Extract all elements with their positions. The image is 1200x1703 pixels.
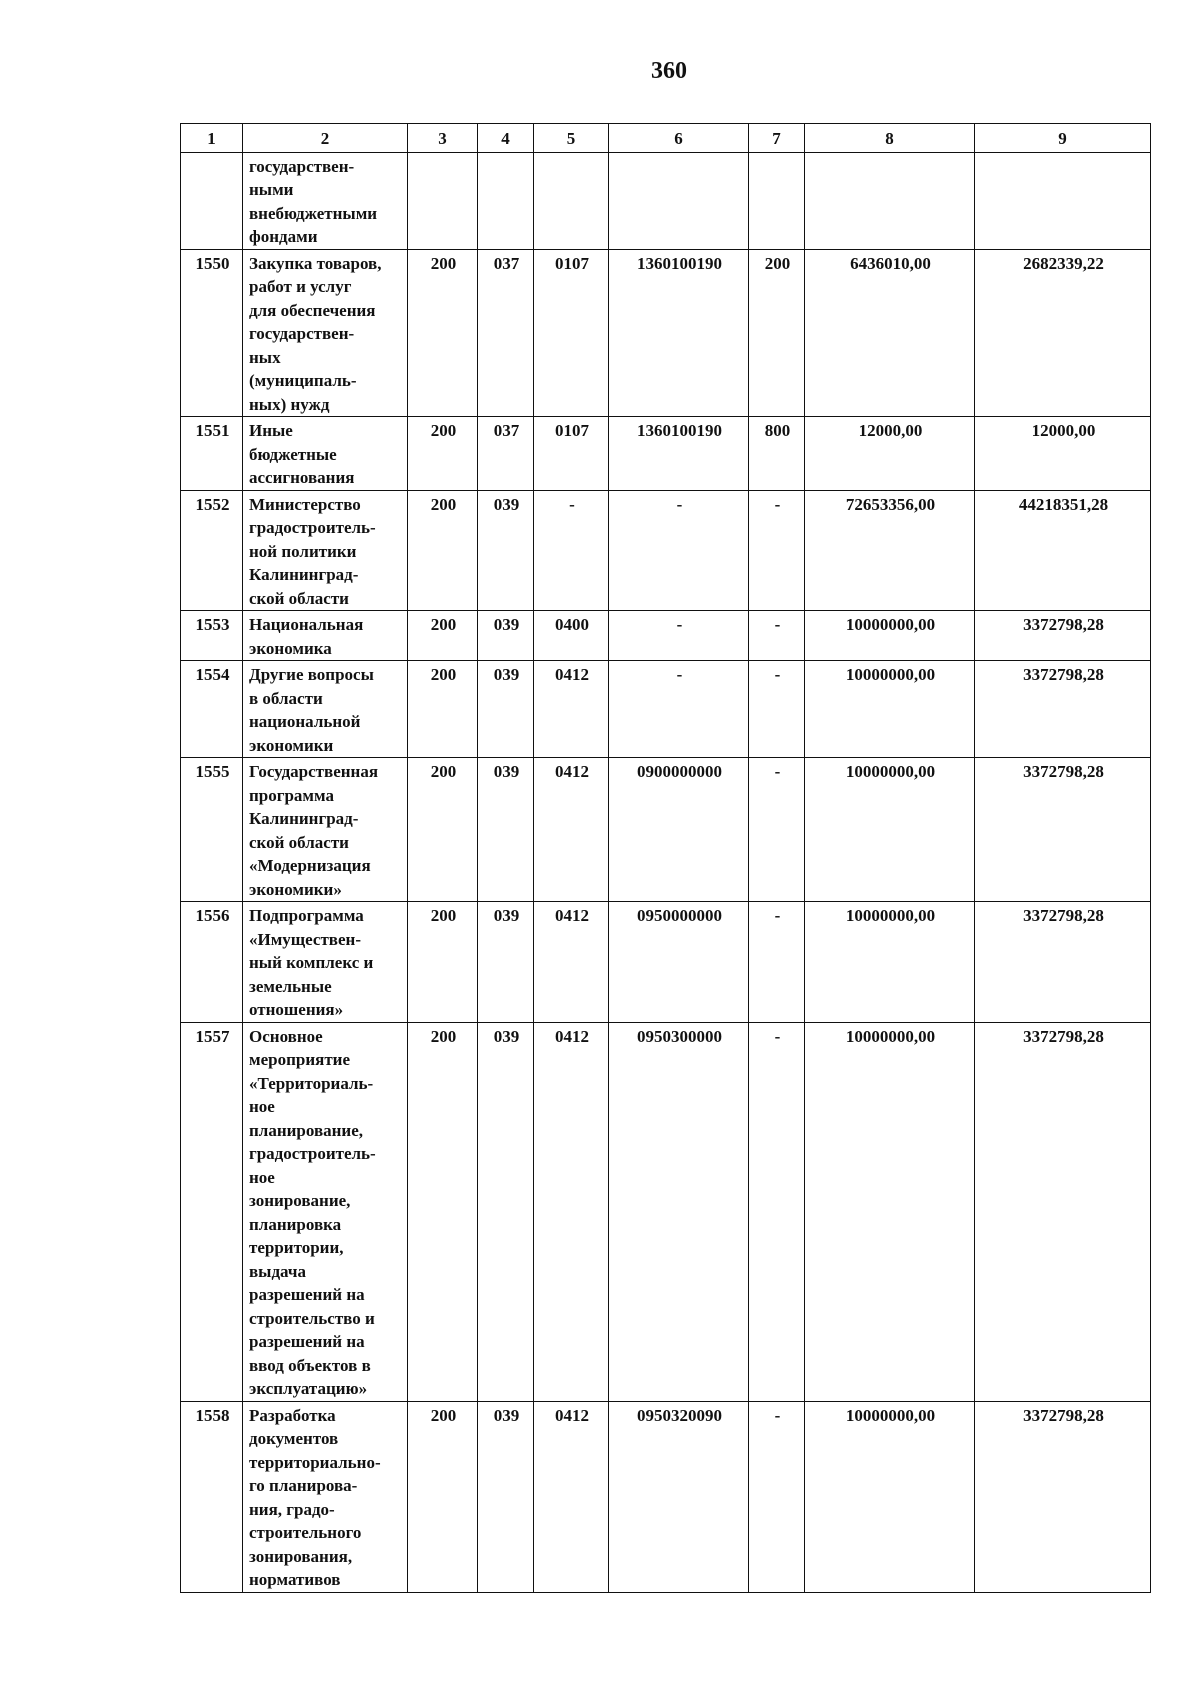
col7-code: - [749, 1022, 805, 1401]
col8-amount [805, 152, 975, 249]
row-number: 1553 [181, 611, 243, 661]
column-header-6: 6 [609, 124, 749, 153]
row-number: 1554 [181, 661, 243, 758]
col4-code [478, 152, 534, 249]
row-number: 1551 [181, 417, 243, 491]
table-row [181, 249, 1151, 417]
col7-code: - [749, 490, 805, 611]
col5-code: 0412 [534, 1022, 609, 1401]
row-number: 1556 [181, 902, 243, 1023]
page-number: 360 [651, 58, 687, 84]
col9-amount: 3372798,28 [975, 758, 1151, 902]
col3-code: 200 [408, 611, 478, 661]
col4-code: 037 [478, 249, 534, 417]
row-number: 1557 [181, 1022, 243, 1401]
col9-amount: 3372798,28 [975, 611, 1151, 661]
col5-code: 0412 [534, 661, 609, 758]
col9-amount [975, 152, 1151, 249]
row-name: Национальная экономика [243, 611, 408, 661]
column-header-9: 9 [975, 124, 1151, 153]
col4-code: 039 [478, 1022, 534, 1401]
col3-code: 200 [408, 490, 478, 611]
col8-amount: 10000000,00 [805, 902, 975, 1023]
col3-code: 200 [408, 417, 478, 491]
col9-amount: 3372798,28 [975, 1022, 1151, 1401]
col7-code [749, 152, 805, 249]
col4-code: 039 [478, 902, 534, 1023]
row-name: Разработка документов территориально- го планирова- ния, градо- строительного зонирования, нормативов [243, 1401, 408, 1592]
col8-amount: 72653356,00 [805, 490, 975, 611]
col9-amount: 2682339,22 [975, 249, 1151, 417]
col8-amount: 10000000,00 [805, 758, 975, 902]
budget-table [180, 123, 1151, 1593]
col9-amount: 3372798,28 [975, 661, 1151, 758]
col5-code: 0400 [534, 611, 609, 661]
col4-code: 039 [478, 611, 534, 661]
column-header-1: 1 [181, 124, 243, 153]
row-name: Подпрограмма «Имуществен- ный комплекс и земельные отношения» [243, 902, 408, 1023]
row-name: Иные бюджетные ассигнования [243, 417, 408, 491]
row-number: 1558 [181, 1401, 243, 1592]
col8-amount: 6436010,00 [805, 249, 975, 417]
table-row [181, 758, 1151, 902]
column-header-2: 2 [243, 124, 408, 153]
col3-code: 200 [408, 902, 478, 1023]
col6-code: - [609, 611, 749, 661]
col9-amount: 3372798,28 [975, 902, 1151, 1023]
col4-code: 039 [478, 758, 534, 902]
col6-code: 1360100190 [609, 249, 749, 417]
row-number: 1550 [181, 249, 243, 417]
row-number: 1552 [181, 490, 243, 611]
col4-code: 039 [478, 1401, 534, 1592]
col7-code: 800 [749, 417, 805, 491]
table-row [181, 661, 1151, 758]
col5-code: 0412 [534, 902, 609, 1023]
table-row [181, 1022, 1151, 1401]
col6-code: 0950000000 [609, 902, 749, 1023]
table-row [181, 152, 1151, 249]
col7-code: - [749, 902, 805, 1023]
col8-amount: 10000000,00 [805, 661, 975, 758]
col6-code: 1360100190 [609, 417, 749, 491]
row-name: государствен- ными внебюджетными фондами [243, 152, 408, 249]
col5-code: - [534, 490, 609, 611]
col9-amount: 44218351,28 [975, 490, 1151, 611]
table-row [181, 611, 1151, 661]
col4-code: 039 [478, 661, 534, 758]
col6-code: 0900000000 [609, 758, 749, 902]
col3-code [408, 152, 478, 249]
col3-code: 200 [408, 661, 478, 758]
col6-code: 0950300000 [609, 1022, 749, 1401]
col5-code: 0412 [534, 758, 609, 902]
table-row [181, 490, 1151, 611]
col4-code: 037 [478, 417, 534, 491]
col8-amount: 10000000,00 [805, 611, 975, 661]
row-name: Другие вопросы в области национальной экономики [243, 661, 408, 758]
col6-code: 0950320090 [609, 1401, 749, 1592]
col4-code: 039 [478, 490, 534, 611]
col3-code: 200 [408, 1022, 478, 1401]
table-row [181, 417, 1151, 491]
col6-code: - [609, 490, 749, 611]
col7-code: - [749, 611, 805, 661]
col3-code: 200 [408, 249, 478, 417]
row-name: Министерство градостроитель- ной политики Калининград- ской области [243, 490, 408, 611]
col3-code: 200 [408, 758, 478, 902]
col5-code: 0412 [534, 1401, 609, 1592]
header-row [181, 124, 1151, 153]
col9-amount: 3372798,28 [975, 1401, 1151, 1592]
row-number [181, 152, 243, 249]
col5-code: 0107 [534, 417, 609, 491]
col7-code: - [749, 661, 805, 758]
row-name: Основное мероприятие «Территориаль- ное планирование, градостроитель- ное зонирование, планировка территории, выдача разрешений на строительство и разрешений на ввод объектов в эксплуатацию» [243, 1022, 408, 1401]
row-number: 1555 [181, 758, 243, 902]
table-body [181, 152, 1151, 1592]
table-row [181, 902, 1151, 1023]
col7-code: - [749, 758, 805, 902]
row-name: Государственная программа Калининград- ской области «Модернизация экономики» [243, 758, 408, 902]
col6-code: - [609, 661, 749, 758]
col5-code: 0107 [534, 249, 609, 417]
column-header-7: 7 [749, 124, 805, 153]
col6-code [609, 152, 749, 249]
column-header-5: 5 [534, 124, 609, 153]
table-header [181, 124, 1151, 153]
col9-amount: 12000,00 [975, 417, 1151, 491]
col3-code: 200 [408, 1401, 478, 1592]
col8-amount: 10000000,00 [805, 1401, 975, 1592]
row-name: Закупка товаров, работ и услуг для обеспечения государствен- ных (муниципаль- ных) нужд [243, 249, 408, 417]
column-header-3: 3 [408, 124, 478, 153]
col8-amount: 10000000,00 [805, 1022, 975, 1401]
column-header-8: 8 [805, 124, 975, 153]
col7-code: 200 [749, 249, 805, 417]
col5-code [534, 152, 609, 249]
table-row [181, 1401, 1151, 1592]
col8-amount: 12000,00 [805, 417, 975, 491]
col7-code: - [749, 1401, 805, 1592]
column-header-4: 4 [478, 124, 534, 153]
